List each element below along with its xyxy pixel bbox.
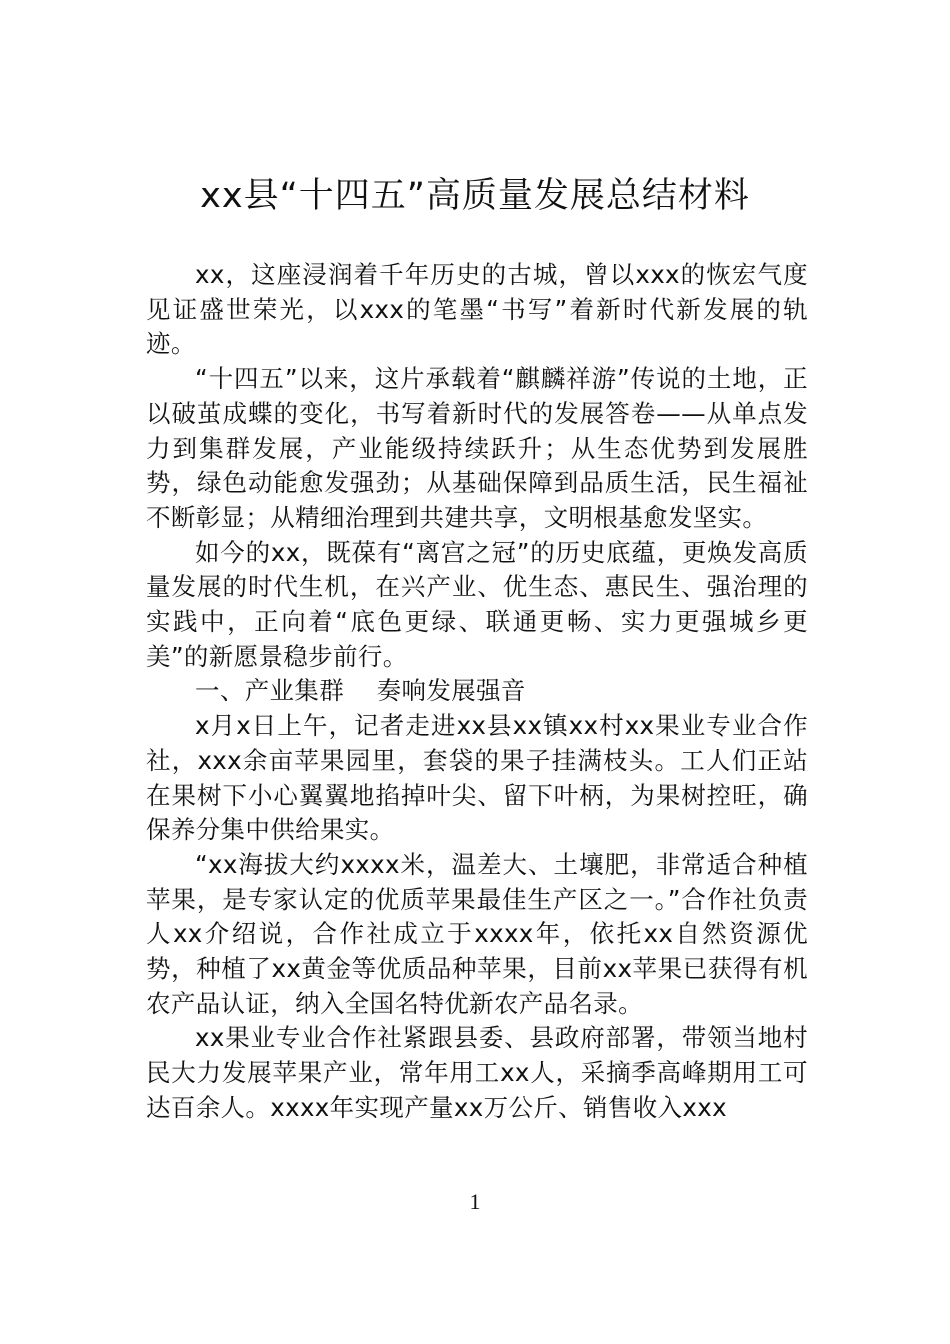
intro-paragraph-3: 如今的xx，既葆有“离宫之冠”的历史底蕴，更焕发高质量发展的时代生机，在兴产业、优生态、惠民生、强治理的实践中，正向着“底色更绿、联通更畅、实力更强城乡更美”的新愿景稳步前行。 (146, 537, 808, 671)
section-paragraph-3: xx果业专业合作社紧跟县委、县政府部署，带领当地村民大力发展苹果产业，常年用工xx人，采摘季高峰期用工可达百余人。xxxx年实现产量xx万公斤、销售收入xxx (146, 1023, 808, 1122)
section-paragraph-2: “xx海拔大约xxxx米，温差大、土壤肥，非常适合种植苹果，是专家认定的优质苹果最佳生产区之一。”合作社负责人xx介绍说，合作社成立于xxxx年，依托xx自然资源优势，种植了xx黄金等优质品种苹果，目前xx苹果已获得有机农产品认证，纳入全国名特优新农产品名录。 (146, 849, 808, 1018)
document-title: xx县“十四五”高质量发展总结材料 (200, 176, 750, 216)
section-paragraph-1: x月x日上午，记者走进xx县xx镇xx村xx果业专业合作社，xxx余亩苹果园里，套袋的果子挂满枝头。工人们正站在果树下小心翼翼地掐掉叶尖、留下叶柄，为果树控旺，确保养分集中供给果实。 (146, 711, 808, 845)
document-body (146, 258, 808, 1126)
page-number: 1 (469, 1189, 481, 1214)
intro-paragraph-1: xx，这座浸润着千年历史的古城，曾以xxx的恢宏气度见证盛世荣光，以xxx的笔墨“书写”着新时代新发展的轨迹。 (146, 260, 808, 359)
section-heading: 一、产业集群 奏响发展强音 (195, 676, 526, 706)
intro-paragraph-2: “十四五”以来，这片承载着“麒麟祥游”传说的土地，正以破茧成蝶的变化，书写着新时代的发展答卷——从单点发力到集群发展，产业能级持续跃升；从生态优势到发展胜势，绿色动能愈发强劲；从基础保障到品质生活，民生福祉不断彰显；从精细治理到共建共享，文明根基愈发坚实。 (146, 364, 808, 532)
